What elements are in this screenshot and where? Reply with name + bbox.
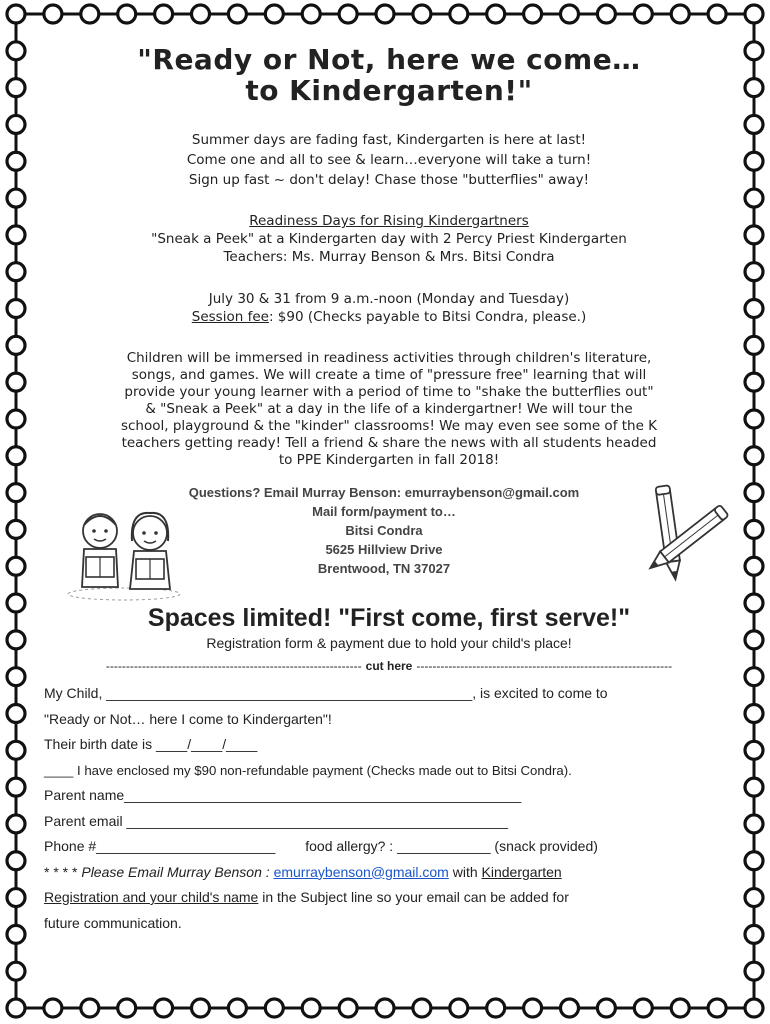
session-section (44, 290, 734, 326)
border-bead (634, 5, 652, 23)
border-bead (745, 5, 763, 23)
border-bead (450, 999, 468, 1017)
border-bead (7, 115, 25, 133)
border-bead (745, 484, 763, 502)
description-line: teachers getting ready! Tell a friend & share the news with all students headed (121, 435, 657, 451)
border-bead (7, 263, 25, 281)
border-bead (339, 5, 357, 23)
border-bead (745, 79, 763, 97)
child-prefix: My Child, (44, 685, 107, 701)
phone-field[interactable]: Phone #_______________________ (44, 838, 276, 854)
ready-line: "Ready or Not… here I come to Kindergarten"! (44, 710, 332, 727)
page-title (44, 44, 734, 106)
border-bead (7, 557, 25, 575)
border-bead (671, 5, 689, 23)
child-suffix: , is excited to come to (472, 685, 608, 701)
questions-line: Questions? Email Murray Benson: emurraybenson@gmail.com (188, 485, 580, 500)
cut-line (44, 657, 734, 675)
border-bead (118, 5, 136, 23)
border-bead (265, 5, 283, 23)
session-fee (44, 308, 734, 326)
border-bead (44, 5, 62, 23)
border-bead (7, 999, 25, 1017)
border-bead (155, 5, 173, 23)
session-dates: July 30 & 31 from 9 a.m.-noon (Monday and Tuesday) (208, 291, 570, 307)
payment-line[interactable]: ____ I have enclosed my $90 non-refundable payment (Checks made out to Bitsi Condra). (44, 762, 572, 778)
description-line: provide your young learner with a period of time to "shake the butterflies out" (124, 384, 654, 400)
border-bead (7, 962, 25, 980)
border-bead (7, 152, 25, 170)
border-bead (7, 79, 25, 97)
note-rest: in the Subject line so your email can be added for (258, 889, 569, 905)
border-bead (634, 999, 652, 1017)
border-bead (7, 42, 25, 60)
border-bead (7, 852, 25, 870)
border-bead (745, 263, 763, 281)
border-bead (745, 557, 763, 575)
border-bead (745, 410, 763, 428)
border-bead (745, 447, 763, 465)
border-bead (7, 631, 25, 649)
description (44, 350, 734, 469)
border-bead (192, 5, 210, 23)
border-bead (524, 5, 542, 23)
border-bead (524, 999, 542, 1017)
border-bead (745, 815, 763, 833)
spaces-limited-heading: Spaces limited! "First come, first serve!" (147, 604, 631, 632)
mail-street: 5625 Hillview Drive (325, 542, 443, 557)
border-bead (7, 300, 25, 318)
border-bead (708, 5, 726, 23)
border-bead (745, 889, 763, 907)
border-bead (597, 5, 615, 23)
border-bead (745, 704, 763, 722)
border-bead (745, 520, 763, 538)
border-bead (7, 410, 25, 428)
mail-line: Mail form/payment to… (312, 504, 456, 519)
border-bead (745, 668, 763, 686)
border-bead (745, 115, 763, 133)
email-note-cont (44, 885, 734, 911)
parent-email-field[interactable]: Parent email _________________________________________________ (44, 812, 509, 829)
session-fee-text: : $90 (Checks payable to Bitsi Condra, please.) (268, 309, 587, 325)
note-stars: * * * * (44, 863, 82, 880)
border-bead (265, 999, 283, 1017)
contact-info (114, 483, 654, 578)
poem-line: Sign up fast ~ don't delay! Chase those "butterflies" away! (188, 172, 590, 188)
border-bead (745, 226, 763, 244)
note-registration: Registration and your child's name (44, 889, 259, 905)
border-bead (561, 5, 579, 23)
pencils-illustration (624, 483, 734, 593)
readiness-line: "Sneak a Peek" at a Kindergarten day with 2 Percy Priest Kindergarten (151, 231, 627, 247)
border-bead (745, 42, 763, 60)
registration-note: Registration form & payment due to hold your child's place! (206, 635, 572, 651)
description-line: to PPE Kindergarten in fall 2018! (278, 452, 500, 468)
food-allergy-field[interactable]: food allergy? : ____________ (snack provided) (305, 838, 598, 854)
border-bead (7, 741, 25, 759)
border-bead (81, 999, 99, 1017)
border-bead (7, 520, 25, 538)
email-note-last: future communication. (44, 914, 182, 931)
poem-line: Come one and all to see & learn…everyone will take a turn! (186, 152, 592, 168)
border-bead (302, 999, 320, 1017)
border-bead (7, 815, 25, 833)
cut-dashes-left: ---------------------------------------------------------------- (105, 659, 362, 673)
border-bead (745, 152, 763, 170)
border-bead (155, 999, 173, 1017)
birth-date-field[interactable]: Their birth date is ____/____/____ (44, 736, 258, 752)
mail-name: Bitsi Condra (345, 523, 423, 538)
border-bead (413, 5, 431, 23)
cut-dashes-right: ---------------------------------------------------------------- (416, 659, 673, 673)
border-bead (339, 999, 357, 1017)
border-bead (487, 5, 505, 23)
mail-city: Brentwood, TN 37027 (317, 561, 451, 576)
border-bead (745, 631, 763, 649)
border-bead (745, 852, 763, 870)
border-bead (561, 999, 579, 1017)
border-bead (118, 999, 136, 1017)
description-line: & "Sneak a Peek" at a day in the life of a kindergartner! We will tour the (145, 401, 633, 417)
email-note (44, 860, 734, 886)
email-link[interactable]: emurraybenson@gmail.com (273, 863, 449, 880)
session-fee-label: Session fee (191, 309, 269, 325)
border-bead (450, 5, 468, 23)
border-bead (7, 925, 25, 943)
border-bead (376, 5, 394, 23)
border-bead (745, 741, 763, 759)
border-bead (745, 962, 763, 980)
border-bead (745, 300, 763, 318)
border-bead (7, 704, 25, 722)
title-line-2: to Kindergarten!" (245, 74, 533, 107)
border-bead (228, 5, 246, 23)
border-bead (708, 999, 726, 1017)
phone-allergy-row (44, 834, 734, 860)
child-name-row (44, 681, 734, 707)
border-bead (745, 189, 763, 207)
border-bead (745, 999, 763, 1017)
note-em: Please Email Murray Benson : (81, 863, 270, 880)
border-bead (7, 373, 25, 391)
border-bead (7, 484, 25, 502)
border-bead (7, 889, 25, 907)
note-kindergarten: Kindergarten (481, 863, 562, 880)
border-bead (745, 336, 763, 354)
border-bead (745, 373, 763, 391)
note-with: with (448, 863, 482, 880)
description-line: school, playground & the "kinder" classrooms! We may even see some of the K (120, 418, 658, 434)
border-bead (192, 999, 210, 1017)
border-bead (487, 999, 505, 1017)
border-bead (745, 594, 763, 612)
border-bead (413, 999, 431, 1017)
contact-area (44, 483, 734, 595)
border-bead (7, 189, 25, 207)
border-bead (7, 226, 25, 244)
border-bead (376, 999, 394, 1017)
registration-form (44, 681, 734, 936)
border-bead (745, 778, 763, 796)
poem-line: Summer days are fading fast, Kindergarten is here at last! (191, 132, 587, 148)
readiness-line: Teachers: Ms. Murray Benson & Mrs. Bitsi Condra (223, 249, 555, 265)
cut-here-label: cut here (365, 659, 413, 673)
poem (44, 130, 734, 190)
border-bead (597, 999, 615, 1017)
border-bead (7, 594, 25, 612)
border-bead (302, 5, 320, 23)
border-bead (7, 336, 25, 354)
readiness-heading: Readiness Days for Rising Kindergartners (249, 213, 529, 229)
border-bead (81, 5, 99, 23)
flyer (44, 38, 734, 988)
parent-name-field[interactable]: Parent name___________________________________________________ (44, 787, 522, 803)
border-bead (7, 5, 25, 23)
description-line: Children will be immersed in readiness activities through children's literature, (126, 350, 652, 366)
border-bead (671, 999, 689, 1017)
readiness-section (44, 212, 734, 266)
border-bead (7, 447, 25, 465)
border-bead (228, 999, 246, 1017)
border-bead (745, 925, 763, 943)
title-line-1: "Ready or Not, here we come… (137, 43, 641, 76)
child-name-field[interactable]: _______________________________________________ (106, 685, 473, 701)
border-bead (7, 778, 25, 796)
description-line: songs, and games. We will create a time of "pressure free" learning that will (131, 367, 647, 383)
border-bead (7, 668, 25, 686)
border-bead (44, 999, 62, 1017)
